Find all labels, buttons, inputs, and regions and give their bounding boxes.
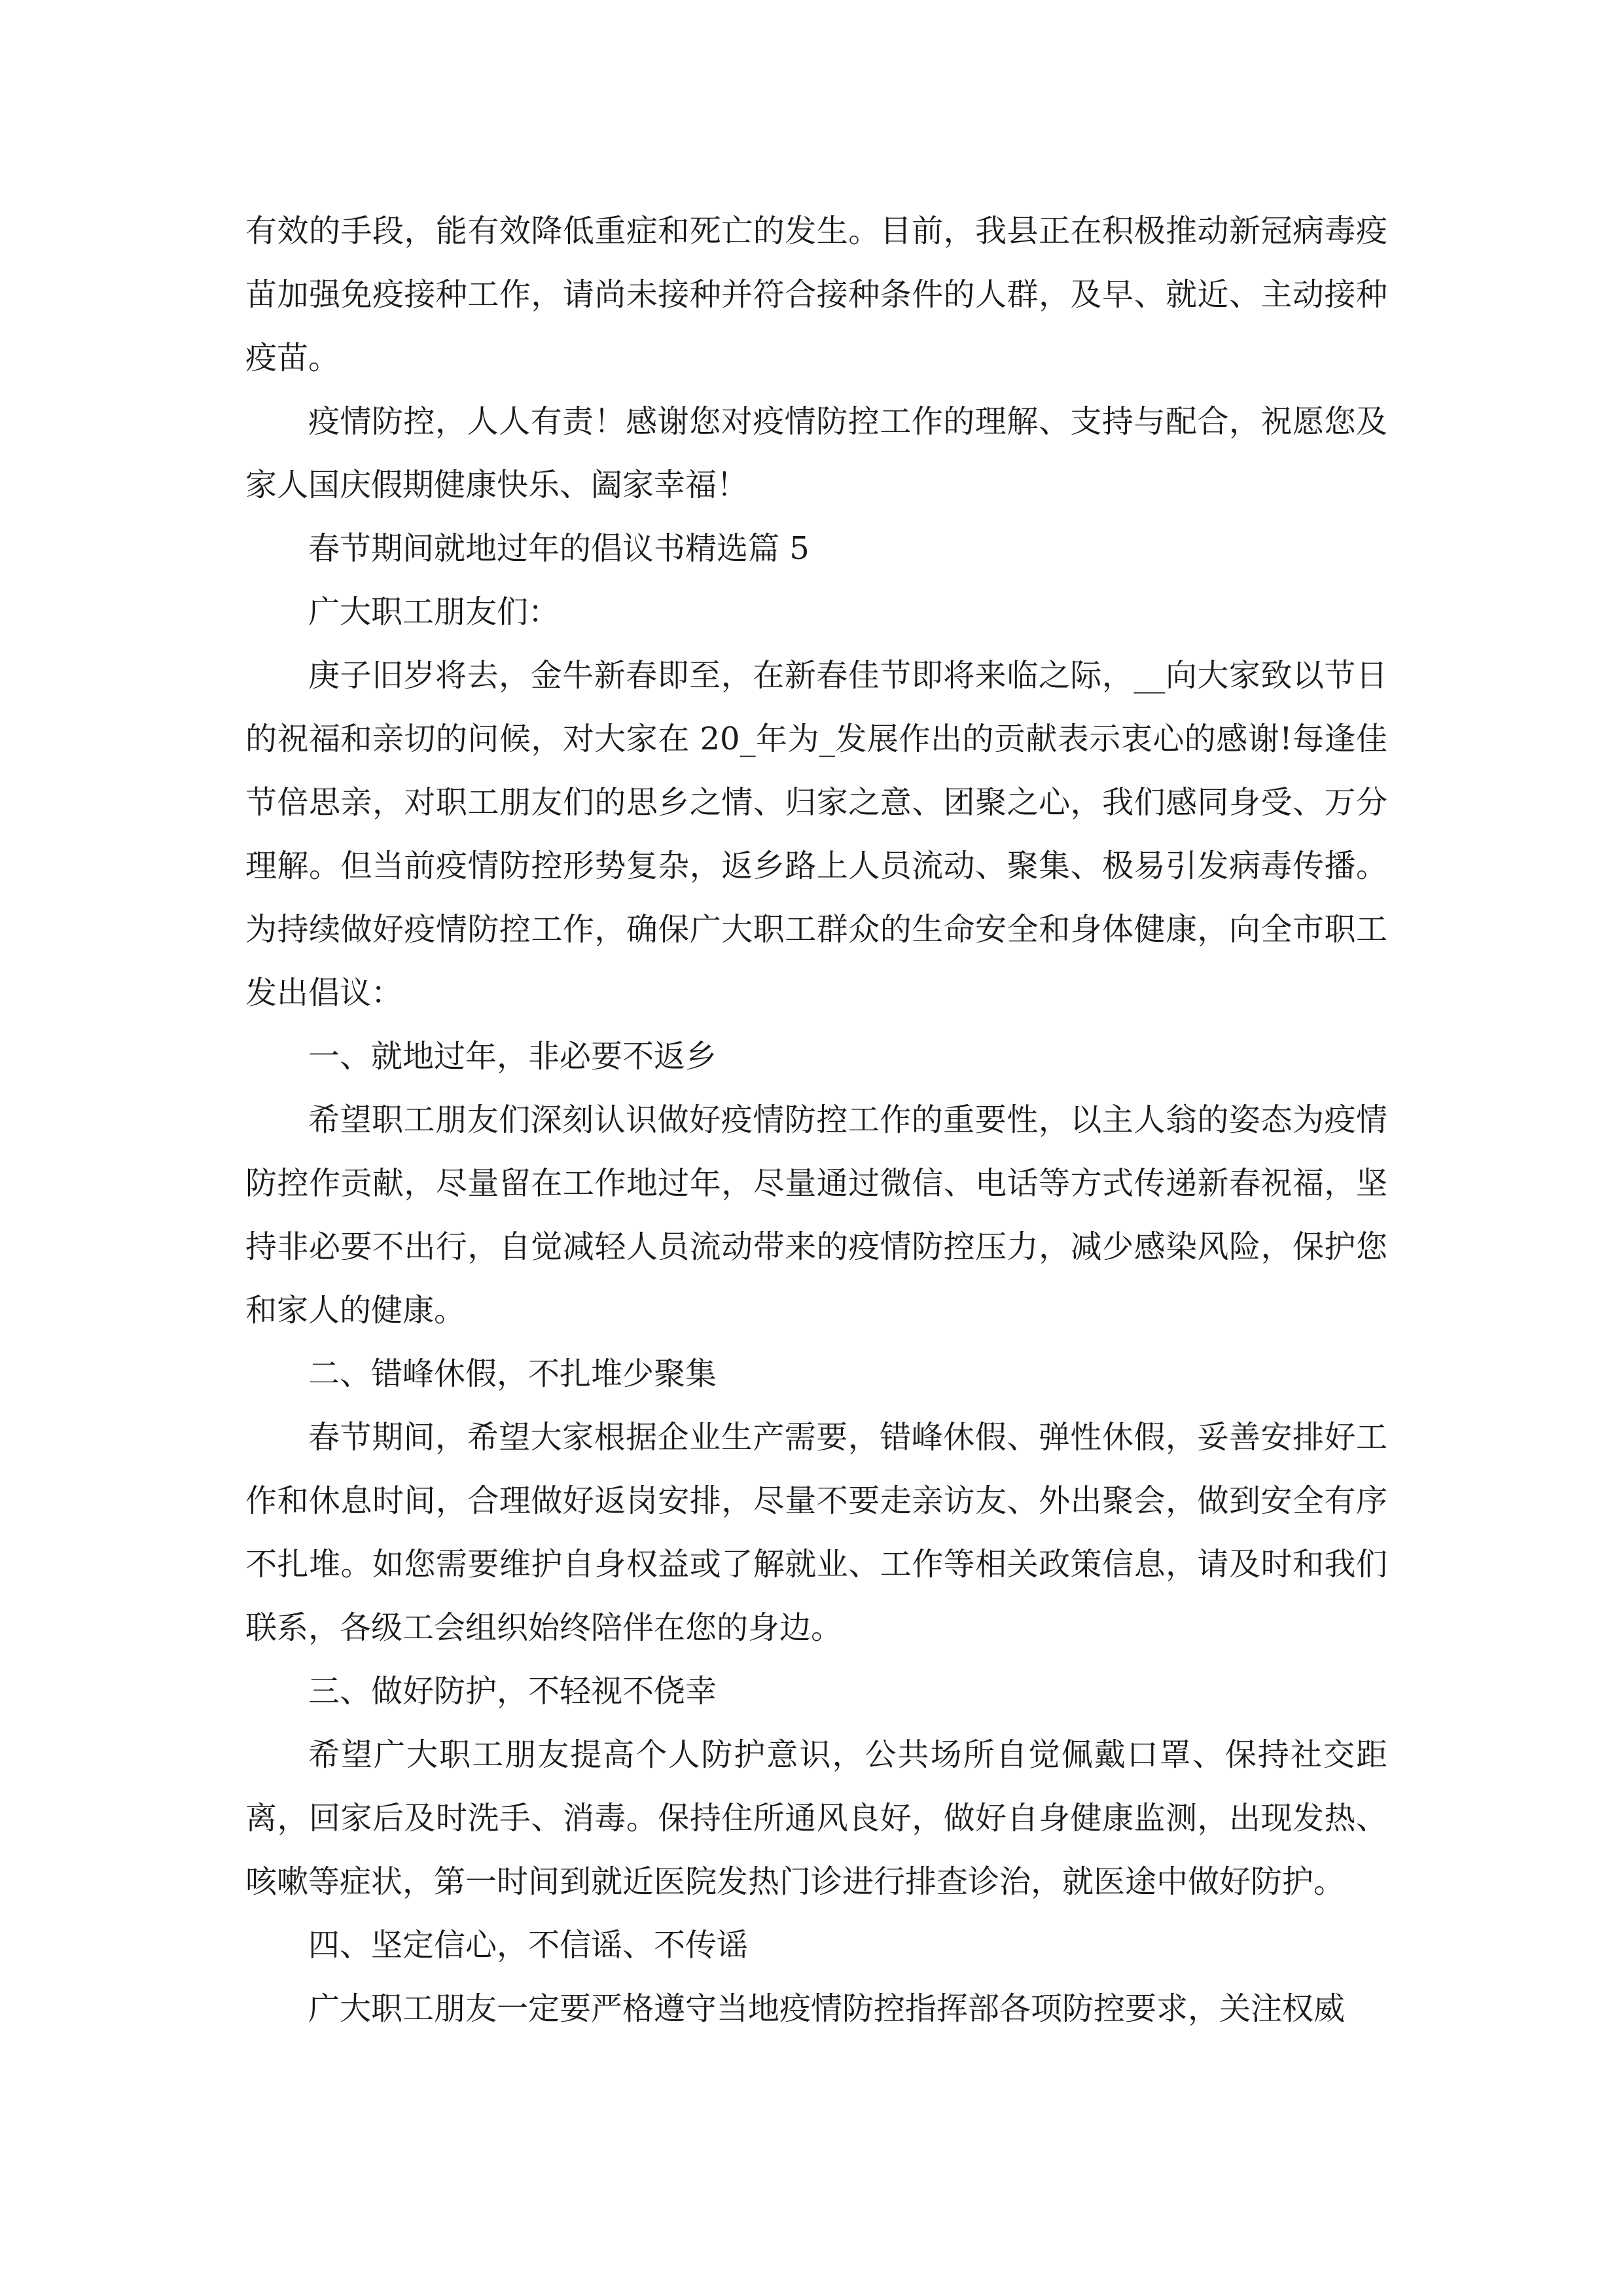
heading-item-3: 三、做好防护，不轻视不侥幸 xyxy=(308,1673,717,1710)
paragraph-item-3: 希望广大职工朋友提高个人防护意识，公共场所自觉佩戴口罩、保持社交距离，回家后及时洗手、消毒。保持住所通风良好，做好自身健康监测，出现发热、咳嗽等症状，第一时间到就近医院发热门诊进行排查诊治，就医途中做好防护。 xyxy=(245,1736,1387,1900)
heading-item-4: 四、坚定信心，不信谣、不传谣 xyxy=(308,1927,749,1964)
paragraph-thanks: 疫情防控，人人有责！感谢您对疫情防控工作的理解、支持与配合，祝愿您及家人国庆假期健康快乐、阖家幸福！ xyxy=(245,403,1387,503)
paragraph-intro: 庚子旧岁将去，金牛新春即至，在新春佳节即将来临之际，__向大家致以节日的祝福和亲切的问候，对大家在 20_年为_发展作出的贡献表示衷心的感谢!每逢佳节倍思亲，对职工朋友们的思乡之情、归家之意、团聚之心，我们感同身受、万分理解。但当前疫情防控形势复杂，返乡路上人员流动、聚集、极易引发病毒传播。为持续做好疫情防控工作，确保广大职工群众的生命安全和身体健康，向全市职工发出倡议： xyxy=(245,657,1387,1011)
section-title-proposal-5: 春节期间就地过年的倡议书精选篇 5 xyxy=(308,530,810,567)
paragraph-item-2: 春节期间，希望大家根据企业生产需要，错峰休假、弹性休假，妥善安排好工作和休息时间，合理做好返岗安排，尽量不要走亲访友、外出聚会，做到安全有序不扎堆。如您需要维护自身权益或了解就业、工作等相关政策信息，请及时和我们联系，各级工会组织始终陪伴在您的身边。 xyxy=(245,1419,1387,1646)
salutation: 广大职工朋友们： xyxy=(308,594,560,630)
heading-item-1: 一、就地过年，非必要不返乡 xyxy=(308,1038,717,1075)
paragraph-item-4: 广大职工朋友一定要严格遵守当地疫情防控指挥部各项防控要求，关注权威 xyxy=(308,1990,1346,2027)
paragraph-item-1: 希望职工朋友们深刻认识做好疫情防控工作的重要性，以主人翁的姿态为疫情防控作贡献，尽量留在工作地过年，尽量通过微信、电话等方式传递新春祝福，坚持非必要不出行，自觉减轻人员流动带来的疫情防控压力，减少感染风险，保护您和家人的健康。 xyxy=(245,1102,1387,1329)
heading-item-2: 二、错峰休假，不扎堆少聚集 xyxy=(308,1355,717,1392)
document-body xyxy=(245,200,1387,2041)
paragraph-vaccine-continuation: 有效的手段，能有效降低重症和死亡的发生。目前，我县正在积极推动新冠病毒疫苗加强免疫接种工作，请尚未接种并符合接种条件的人群，及早、就近、主动接种疫苗。 xyxy=(245,213,1387,376)
